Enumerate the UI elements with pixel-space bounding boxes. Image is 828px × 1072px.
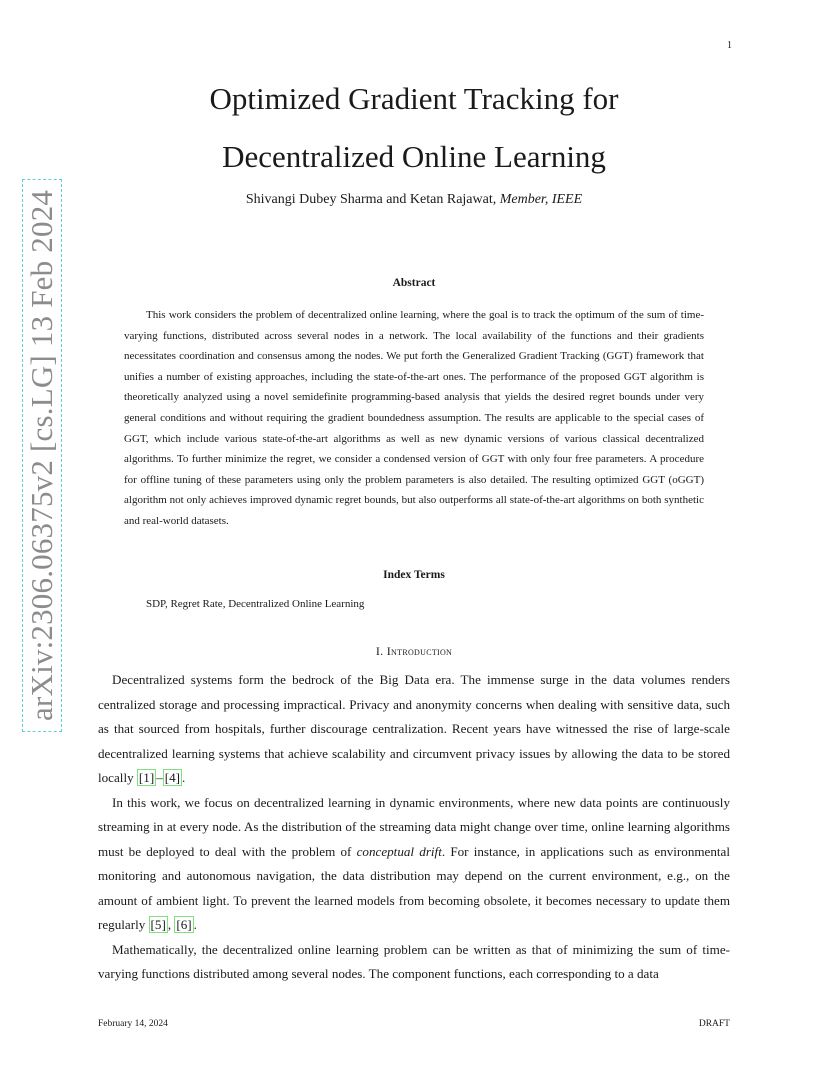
abstract-text: This work considers the problem of decentralized online learning, where the goal is to track the optimum of the sum of time-varying functions, distributed across several nodes in a network. The local availability of the functions and their gradients necessitates coordination and consensus among the nodes. We put forth the Generalized Gradient Tracking (GGT) framework that unifies a number of existing approaches, including the state-of-the-art ones. The performance of the proposed GGT algorithm is theoretically analyzed using a novel semidefinite programming-based analysis that yields the desired regret bounds under very general conditions and without requiring the gradient boundedness assumption. The results are applicable to the special cases of GGT, which include various state-of-the-art algorithms as well as new dynamic versions of various classical decentralized algorithms. To further minimize the regret, we consider a condensed version of GGT with only four free parameters. A procedure for offline tuning of these parameters using only the problem parameters is also detailed. The resulting optimized GGT (oGGT) algorithm not only achieves improved dynamic regret bounds, but also outperforms all state-of-the-art algorithms on both synthetic and real-world datasets. xyxy=(124,309,704,527)
page-number: 1 xyxy=(727,40,732,51)
author-names: Shivangi Dubey Sharma and Ketan Rajawat, xyxy=(245,192,497,207)
paragraph-3: Mathematically, the decentralized online learning problem can be written as that of minimizing the sum of time-varying functions distributed among several nodes. The component functions, each corresponding to a data xyxy=(98,941,730,981)
footer-status: DRAFT xyxy=(698,1019,730,1029)
footer-date: February 14, 2024 xyxy=(98,1019,168,1029)
section-heading xyxy=(0,644,828,659)
paragraph-2-text: In this work, we focus on decentralized learning in dynamic environments, where new data points are continuously streaming in at every node. As the distribution of the streaming data might change over time, online learning algorithms must be deployed to deal with the problem of xyxy=(98,794,730,859)
citation-link[interactable]: [4] xyxy=(164,770,181,785)
author-membership: Member, IEEE xyxy=(499,192,583,207)
paragraph-1 xyxy=(98,668,730,791)
section-number: I. xyxy=(375,644,384,658)
paper-title xyxy=(0,70,828,186)
body-text xyxy=(98,668,730,987)
paragraph-2-text-cont: . For instance, in applications such as environmental monitoring and autonomous navigation, the data distribution may depend on the current environment, e.g., on the amount of ambient light. To prevent the learned models from becoming obsolete, it becomes necessary to update them regularly xyxy=(98,843,731,932)
paragraph-2 xyxy=(98,791,730,938)
citation-separator: , xyxy=(167,917,175,932)
citation-link[interactable]: [5] xyxy=(150,917,166,932)
abstract-heading: Abstract xyxy=(392,277,436,289)
title-line-1: Optimized Gradient Tracking for xyxy=(209,81,619,116)
arxiv-stamp[interactable]: arXiv:2306.06375v2 [cs.LG] 13 Feb 2024 xyxy=(22,179,62,732)
title-line-2: Decentralized Online Learning xyxy=(222,139,606,174)
citation-link[interactable]: [1] xyxy=(138,770,155,785)
paragraph-1-text: Decentralized systems form the bedrock of the Big Data era. The immense surge in the data volumes renders centralized storage and processing impractical. Privacy and anonymity concerns when dealing with sensitive data, such as that sourced from hospitals, further discourage centralization. Recent years have witnessed the rise of large-scale decentralized learning systems that achieve scalability and circumvent privacy issues by allowing the data to be stored locally xyxy=(98,672,730,785)
citation-link[interactable]: [6] xyxy=(176,917,192,932)
emphasized-term: conceptual drift xyxy=(356,843,442,859)
paragraph-1-end: . xyxy=(182,770,186,785)
index-terms: SDP, Regret Rate, Decentralized Online Learning xyxy=(146,598,365,610)
section-title: Introduction xyxy=(386,644,453,658)
authors xyxy=(0,192,828,208)
paragraph-2-end: . xyxy=(193,917,197,932)
citation-dash: – xyxy=(156,770,163,785)
index-terms-heading: Index Terms xyxy=(383,569,445,581)
